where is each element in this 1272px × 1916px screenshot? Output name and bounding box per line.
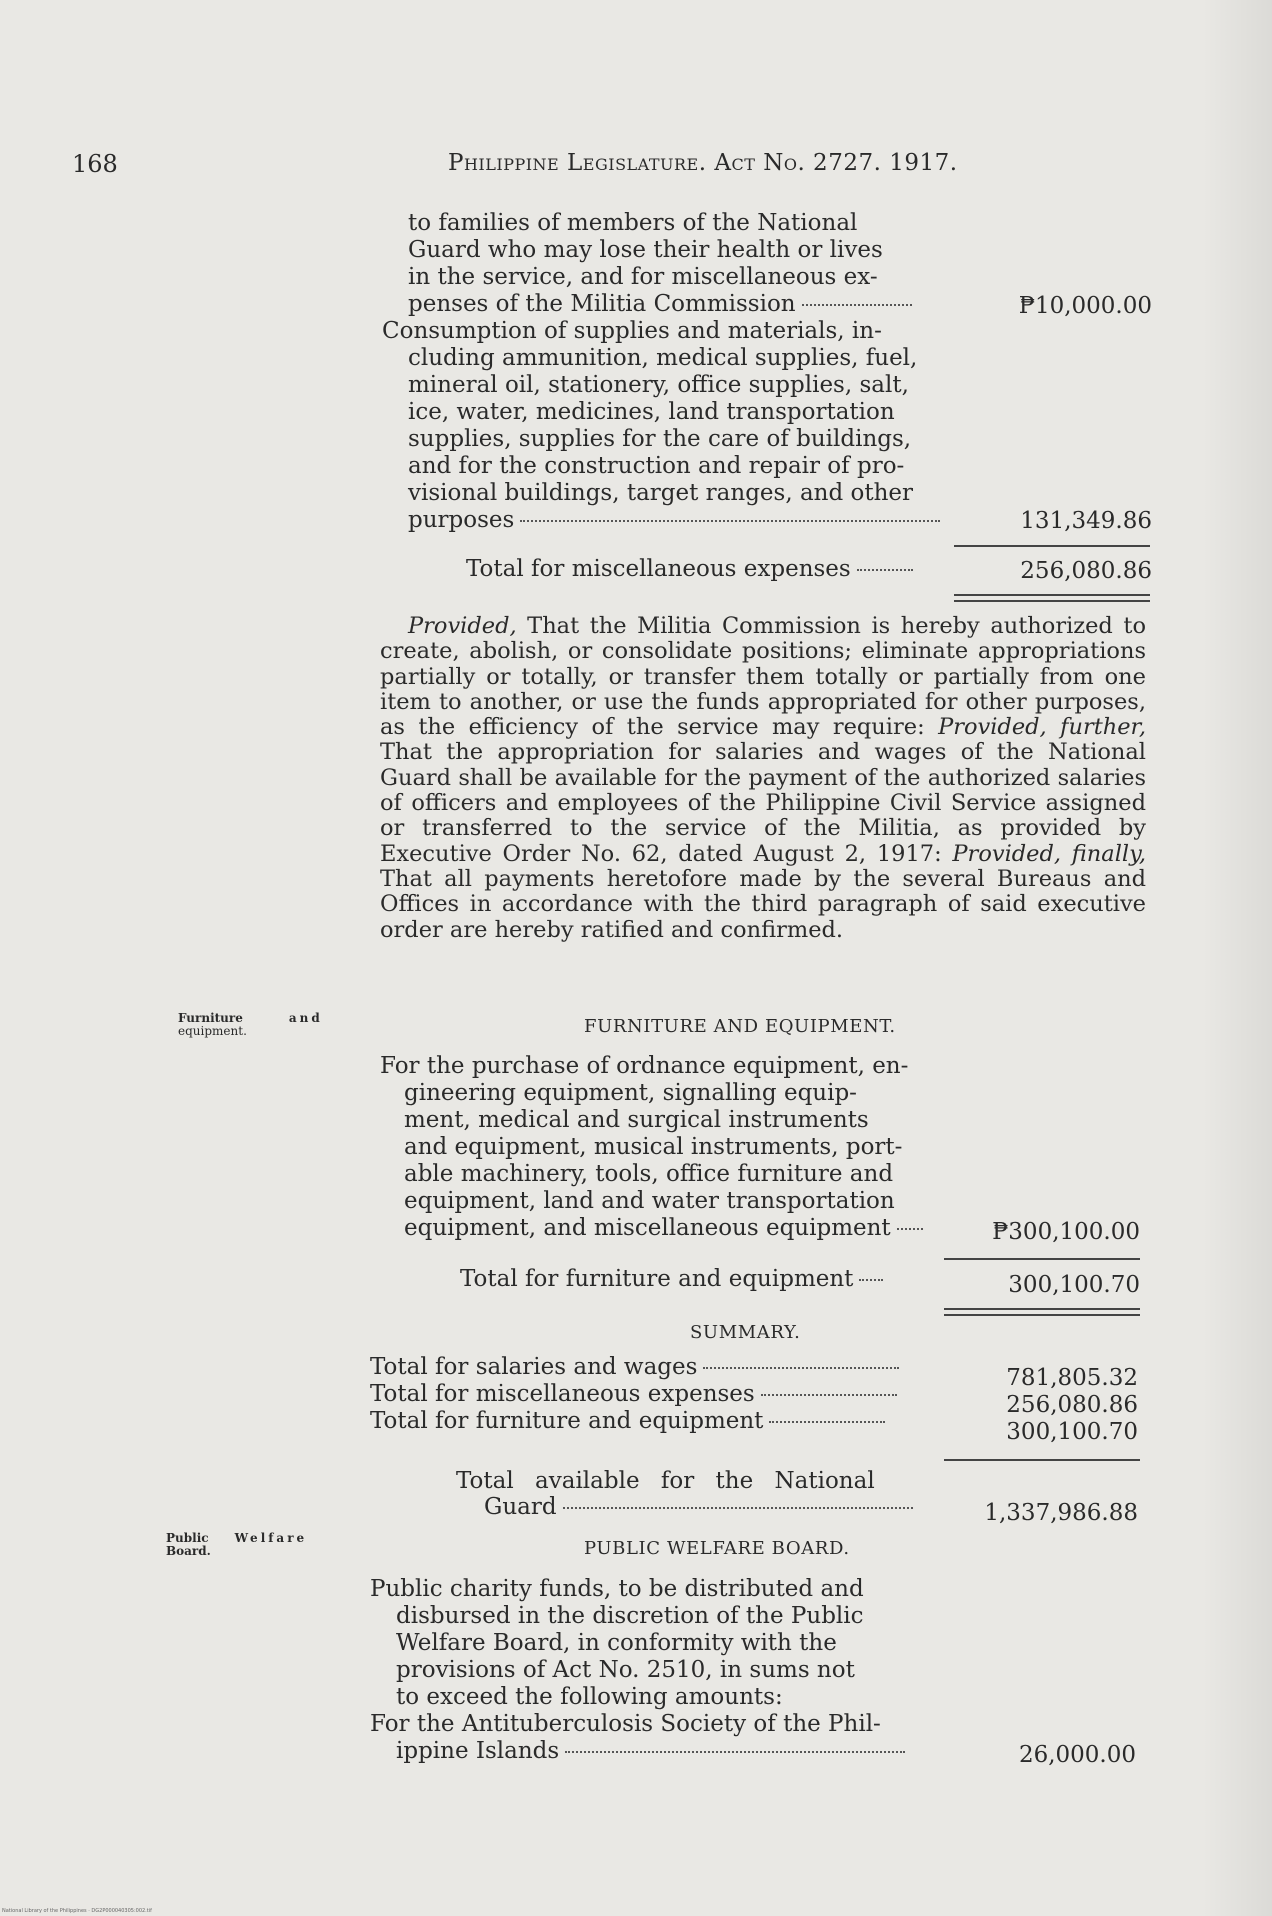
- welfare-item-line: [396, 1738, 905, 1765]
- misc-item2-line: visional buildings, target ranges, and other: [408, 480, 914, 506]
- margin-note-text: Public: [166, 1531, 209, 1545]
- misc-item1-line: [408, 291, 912, 318]
- margin-note-text: equipment.: [178, 1024, 247, 1038]
- total-rule: [944, 1258, 1140, 1260]
- leader-dots: [703, 1367, 899, 1369]
- furniture-item-line: equipment, land and water transportation: [404, 1188, 895, 1214]
- margin-note-text: Welfare: [234, 1531, 308, 1545]
- summary-row-amount: 781,805.32: [1006, 1365, 1138, 1391]
- misc-total-label-text: Total for miscellaneous expenses: [466, 556, 851, 582]
- summary-grand-amount: 1,337,986.88: [984, 1500, 1138, 1526]
- misc-item2-line: supplies, supplies for the care of buildings,: [408, 426, 912, 452]
- summary-row-label: Total for miscellaneous expenses: [370, 1381, 755, 1407]
- leader-dots: [857, 569, 913, 571]
- misc-item1-line: to families of members of the National: [408, 210, 858, 236]
- proviso-italic: Provided, further,: [938, 714, 1146, 741]
- furniture-item-line: gineering equipment, signalling equip-: [404, 1080, 857, 1106]
- welfare-item-line-text: ippine Islands: [396, 1738, 560, 1764]
- furniture-item-line: For the purchase of ordnance equipment, en-: [380, 1053, 909, 1079]
- furniture-item-line: able machinery, tools, office furniture and: [404, 1161, 894, 1187]
- summary-row: [370, 1354, 899, 1381]
- furniture-item-line: and equipment, musical instruments, port-: [404, 1134, 903, 1160]
- leader-dots: [565, 1751, 905, 1753]
- summary-grand-label-line: [484, 1494, 913, 1521]
- margin-note-welfare: [166, 1532, 307, 1558]
- total-rule: [954, 545, 1150, 547]
- margin-note-furniture: [178, 1012, 323, 1038]
- page-number: 168: [72, 150, 118, 178]
- furniture-total-amount: 300,100.70: [1008, 1272, 1140, 1298]
- misc-item1-line: Guard who may lose their health or lives: [408, 237, 883, 263]
- misc-item2-amount: 131,349.86: [1020, 508, 1152, 534]
- section-heading-summary: SUMMARY.: [690, 1322, 801, 1343]
- section-heading-furniture: FURNITURE AND EQUIPMENT.: [584, 1016, 896, 1037]
- leader-dots: [761, 1394, 897, 1396]
- section-heading-welfare: PUBLIC WELFARE BOARD.: [584, 1538, 850, 1559]
- leader-dots: [520, 520, 940, 522]
- total-rule: [944, 1459, 1140, 1461]
- leader-dots: [769, 1421, 885, 1423]
- running-head: [448, 150, 958, 176]
- total-double-rule: [954, 594, 1150, 602]
- welfare-intro-line: provisions of Act No. 2510, in sums not: [396, 1657, 855, 1683]
- margin-note-text: and: [288, 1011, 323, 1025]
- welfare-item-amount: 26,000.00: [1018, 1742, 1136, 1768]
- welfare-intro-line: Welfare Board, in conformity with the: [396, 1630, 837, 1656]
- misc-total-label: [466, 556, 913, 583]
- furniture-item-line-text: equipment, and miscellaneous equipment: [404, 1215, 891, 1241]
- summary-grand-label-line: Total available for the National: [456, 1468, 875, 1494]
- leader-dots: [563, 1507, 913, 1509]
- misc-item2-line-text: purposes: [408, 507, 515, 533]
- furniture-item-line: ment, medical and surgical instruments: [404, 1107, 869, 1133]
- proviso-paragraph: [380, 614, 1146, 943]
- furniture-total-label: [460, 1266, 883, 1293]
- misc-item2-line: and for the construction and repair of pro-: [408, 453, 905, 479]
- proviso-italic: Provided, finally,: [952, 840, 1146, 867]
- welfare-intro-line: disbursed in the discretion of the Public: [396, 1603, 864, 1629]
- summary-row-amount: 256,080.86: [1006, 1392, 1138, 1418]
- summary-row: [370, 1381, 897, 1408]
- proviso-text: That the appropriation for salaries and wages of the National Guard shall be available for the payment of the authorized salaries of officers and employees of the Philippine Civil Service assigned or transferred to the service of the Militia, as provided by Executive Order No. 62, dated August 2, 1917:: [380, 739, 1146, 867]
- misc-item2-line: cluding ammunition, medical supplies, fuel,: [408, 345, 918, 371]
- summary-row-label: Total for furniture and equipment: [370, 1408, 764, 1434]
- margin-note-text: Furniture: [178, 1011, 243, 1025]
- welfare-item-line: For the Antituberculosis Society of the Phil-: [370, 1711, 881, 1737]
- summary-grand-label-text: Guard: [484, 1494, 557, 1520]
- furniture-item-line: [404, 1215, 923, 1242]
- leader-dots: [859, 1279, 883, 1281]
- furniture-item-amount: ₱300,100.00: [992, 1219, 1140, 1245]
- leader-dots: [802, 304, 912, 306]
- proviso-italic: Provided,: [408, 613, 517, 639]
- total-double-rule: [944, 1308, 1140, 1316]
- summary-row-label: Total for salaries and wages: [370, 1354, 698, 1380]
- summary-row: [370, 1408, 885, 1435]
- furniture-total-label-text: Total for furniture and equipment: [460, 1266, 854, 1292]
- welfare-intro-line: to exceed the following amounts:: [396, 1684, 783, 1710]
- leader-dots: [897, 1228, 923, 1230]
- misc-total-amount: 256,080.86: [1020, 558, 1152, 584]
- page-edge-shadow: [1202, 0, 1272, 1916]
- misc-item1-amount: ₱10,000.00: [1018, 293, 1152, 319]
- welfare-intro-line: Public charity funds, to be distributed and: [370, 1576, 864, 1602]
- margin-note-text: Board.: [166, 1544, 211, 1558]
- proviso-text: That all payments heretofore made by the several Bureaus and Offices in accordance with the third paragraph of said executive order are hereby ratified and confirmed.: [380, 865, 1146, 943]
- misc-item2-line: ice, water, medicines, land transportation: [408, 399, 895, 425]
- misc-item1-line: in the service, and for miscellaneous ex-: [408, 264, 878, 290]
- scan-footer: National Library of the Philippines · DG2P000040305:002.tif: [2, 1908, 152, 1914]
- misc-item2-line: Consumption of supplies and materials, in-: [382, 318, 882, 344]
- misc-item1-line-text: penses of the Militia Commission: [408, 291, 796, 317]
- misc-item2-line: mineral oil, stationery, office supplies, salt,: [408, 372, 909, 398]
- summary-row-amount: 300,100.70: [1006, 1419, 1138, 1445]
- misc-item2-line: [408, 507, 940, 534]
- proviso-text: That the Militia Commission is hereby authorized to create, abolish, or consolidate positions; eliminate appropriations partially or totally, or transfer them totally or partially from one item to another, or use the funds appropriated for other purposes, as the efficiency of the service may require:: [380, 613, 1146, 741]
- running-head-text: Philippine Legislature. Act No. 2727. 1917.: [448, 150, 958, 176]
